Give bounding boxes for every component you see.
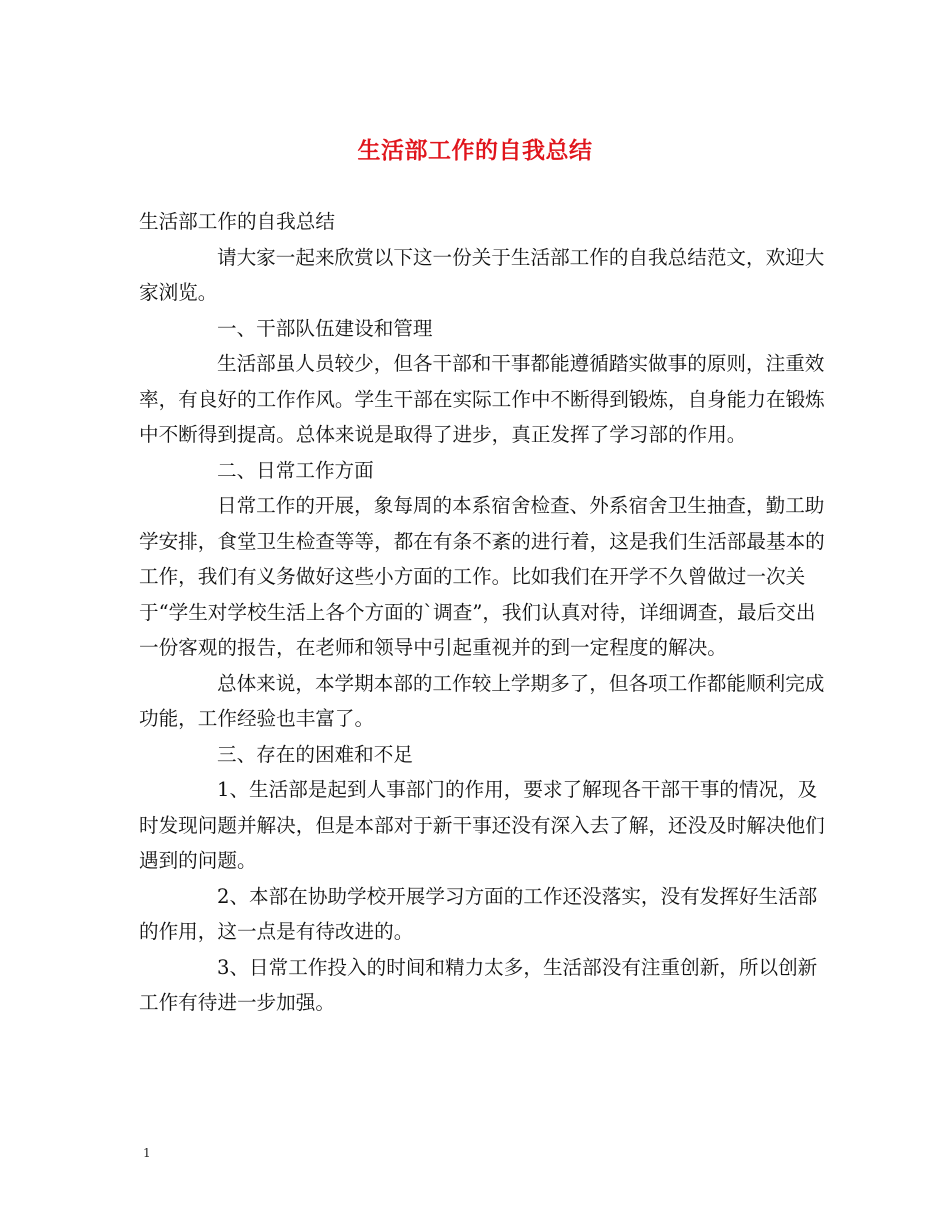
section-heading-2: 二、日常工作方面 <box>217 458 374 482</box>
document-title: 生活部工作的自我总结 <box>357 137 593 164</box>
list-item-paragraph: 2、本部在协助学校开展学习方面的工作还没落实，没有发挥好生活部的作用，这一点是有待改进的。 <box>139 884 818 943</box>
section-paragraph: 日常工作的开展，象每周的本系宿舍检查、外系宿舍卫生抽查，勤工助学安排，食堂卫生检查等等，都在有条不紊的进行着，这是我们生活部最基本的工作，我们有义务做好这些小方面的工作。比如我们在开学不久曾做过一次关于“学生对学校生活上各个方面的`调查”，我们认真对待，详细调查，最后交出一份客观的报告，在老师和领导中引起重视并的到一定程度的解决。 <box>139 494 825 659</box>
list-item-paragraph: 1、生活部是起到人事部门的作用，要求了解现各干部干事的情况，及时发现问题并解决，但是本部对于新干事还没有深入去了解，还没及时解决他们遇到的问题。 <box>139 778 825 872</box>
section-paragraph: 总体来说，本学期本部的工作较上学期多了，但各项工作都能顺利完成功能，工作经验也丰富了。 <box>139 671 825 730</box>
section-heading-3: 三、存在的困难和不足 <box>217 742 413 766</box>
section-paragraph: 生活部虽人员较少，但各干部和干事都能遵循踏实做事的原则，注重效率，有良好的工作作风。学生干部在实际工作中不断得到锻炼，自身能力在锻炼中不断得到提高。总体来说是取得了进步，真正发挥了学习部的作用。 <box>139 352 825 446</box>
subtitle-paragraph: 生活部工作的自我总结 <box>139 210 335 233</box>
list-item-paragraph: 3、日常工作投入的时间和精力太多，生活部没有注重创新，所以创新工作有待进一步加强。 <box>139 955 818 1014</box>
section-heading-1: 一、干部队伍建设和管理 <box>217 316 433 340</box>
page-number: 1 <box>143 1146 151 1160</box>
document-body <box>139 204 829 1021</box>
intro-paragraph: 请大家一起来欣赏以下这一份关于生活部工作的自我总结范文，欢迎大家浏览。 <box>139 245 825 304</box>
